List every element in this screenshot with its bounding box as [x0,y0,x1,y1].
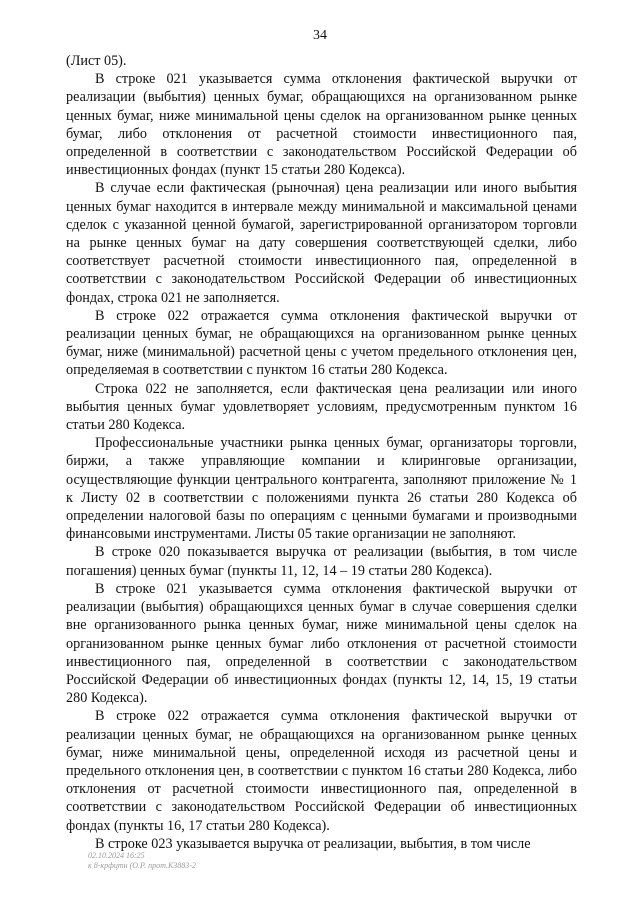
paragraph: Профессиональные участники рынка ценных бумаг, организаторы торговли, биржи, а также управляющие компании и клиринговые организации, осуществляющие функции центрального контрагента, заполняют приложение № 1 к Листу 02 в соответствии с положениями пункта 26 статьи 280 Кодекса об определении налоговой базы по операциям с ценными бумагами и производными финансовыми инструментами. Листы 05 такие организации не заполняют. [66,435,577,543]
paragraph: В строке 021 указывается сумма отклонения фактической выручки от реализации (выбытия) обращающихся ценных бумаг в случае совершения сделки вне организованного рынка ценных бумаг, ниже минимальной цены сделок на организованном рынке ценных бумаг либо отклонения от расчетной стоимости инвестиционного пая, определенной в соответствии с законодательством Российской Федерации об инвестиционных фондах (пункты 12, 14, 15, 19 статьи 280 Кодекса). [66,580,577,707]
paragraph-list-ref: (Лист 05). [66,53,127,69]
document-body [66,52,577,853]
paragraph: В строке 022 отражается сумма отклонения фактической выручки от реализации ценных бумаг, не обращающихся на организованном рынке ценных бумаг, ниже минимальной цены, определенной исходя из расчетной цены и предельного отклонения цен, в соответствии с пунктом 16 статьи 280 Кодекса, либо отклонения от расчетной стоимости инвестиционного пая, определенной в соответствии с законодательством Российской Федерации об инвестиционных фондах (пункты 16, 17 статьи 280 Кодекса). [66,708,577,834]
paragraph: В строке 023 указывается выручка от реализации, выбытия, в том числе [95,835,531,852]
paragraph: В строке 022 отражается сумма отклонения фактической выручки от реализации ценных бумаг, не обращающихся на организованном рынке ценных бумаг, ниже (минимальной) расчетной цены с учетом предельного отклонения цен, определяемая в соответствии с пунктом 16 статьи 280 Кодекса. [66,307,577,379]
footer-reference: к 8-крфцтн (О.Р. прот.КЗ883-2 [88,861,196,870]
paragraph: Строка 022 не заполняется, если фактическая цена реализации или иного выбытия ценных бумаг удовлетворяет условиям, предусмотренным пунктом 16 статьи 280 Кодекса. [66,380,577,434]
paragraph: В случае если фактическая (рыночная) цена реализации или иного выбытия ценных бумаг находится в интервале между минимальной и максимальной ценами сделок с указанной ценной бумагой, зарегистрированной организатором торговли на рынке ценных бумаг на дату совершения соответствующей сделки, либо соответствует расчетной стоимости инвестиционного пая, определенной в соответствии с законодательством Российской Федерации об инвестиционных фондах, строка 021 не заполняется. [66,180,577,306]
document-footer-stamp [88,851,196,871]
paragraph: В строке 021 указывается сумма отклонения фактической выручки от реализации (выбытия) ценных бумаг, обращающихся на организованном рынке ценных бумаг, ниже минимальной цены сделок на организованном рынке ценных бумаг, либо отклонения от расчетной стоимости инвестиционного пая, определенной в соответствии с законодательством Российской Федерации об инвестиционных фондах (пункт 15 статьи 280 Кодекса). [66,71,577,179]
footer-timestamp: 02.10.2024 16:25 [88,851,145,860]
page-number: 34 [313,28,327,43]
paragraph: В строке 020 показывается выручка от реализации (выбытия, в том числе погашения) ценных бумаг (пункты 11, 12, 14 – 19 статьи 280 Кодекса). [66,544,577,579]
